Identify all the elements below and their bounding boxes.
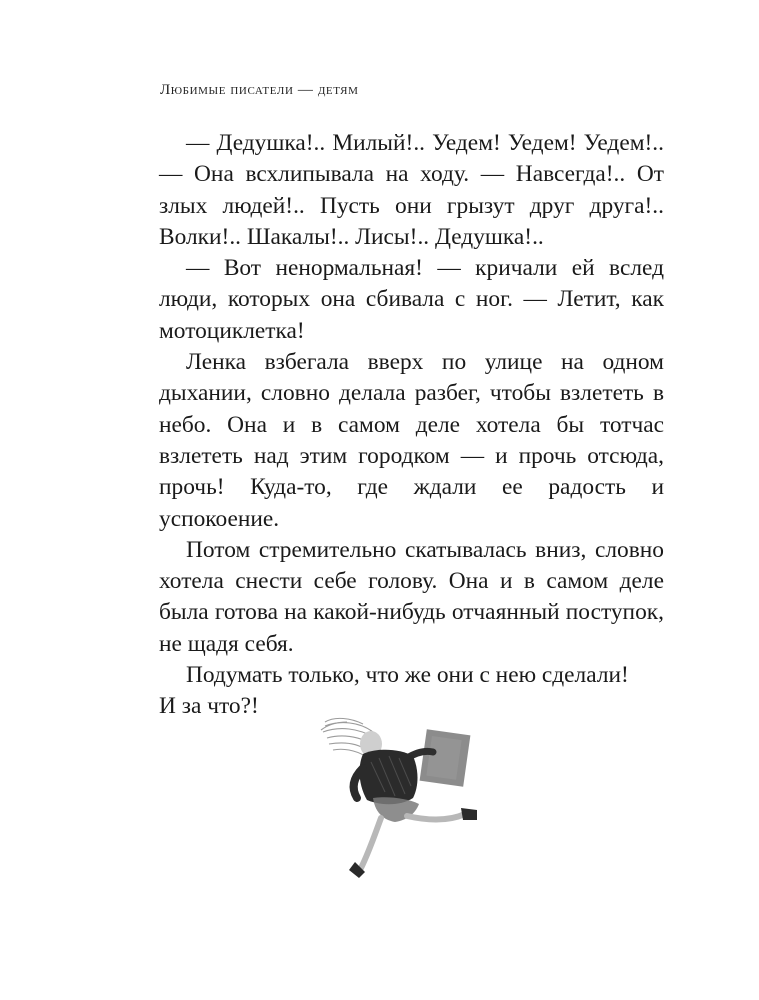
paragraph-2: — Вот ненормальная! — кричали ей вслед люди, которых она сбивала с ног. — Летит, как мотоциклетка! xyxy=(159,255,664,344)
text-body xyxy=(159,128,664,723)
running-header: Любимые писатели — детям xyxy=(160,82,359,98)
running-girl-illustration xyxy=(315,712,490,892)
running-girl-icon xyxy=(315,712,490,892)
paragraph-3: Ленка взбегала вверх по улице на одном дыхании, словно делала разбег, чтобы взлететь в небо. Она и в самом деле хотела бы тотчас взлететь над этим городком — и прочь отсюда, прочь! Куда-то, где ждали ее радость и успокоение. xyxy=(159,349,664,532)
paragraph-5: Подумать только, что же они с нею сделали! xyxy=(186,662,629,689)
paragraph-1: — Дедушка!.. Милый!.. Уедем! Уедем! Уедем!.. — Она всхлипывала на ходу. — Навсегда!.. От злых людей!.. Пусть они грызут друг друга!.. Волки!.. Шакалы!.. Лисы!.. Дедушка!.. xyxy=(159,130,664,250)
paragraph-4: Потом стремительно скатывалась вниз, словно хотела снести себе голову. Она и в самом деле была готова на какой-нибудь отчаянный поступок, не щадя себя. xyxy=(159,536,664,657)
paragraph-6: И за что?! xyxy=(159,693,259,720)
